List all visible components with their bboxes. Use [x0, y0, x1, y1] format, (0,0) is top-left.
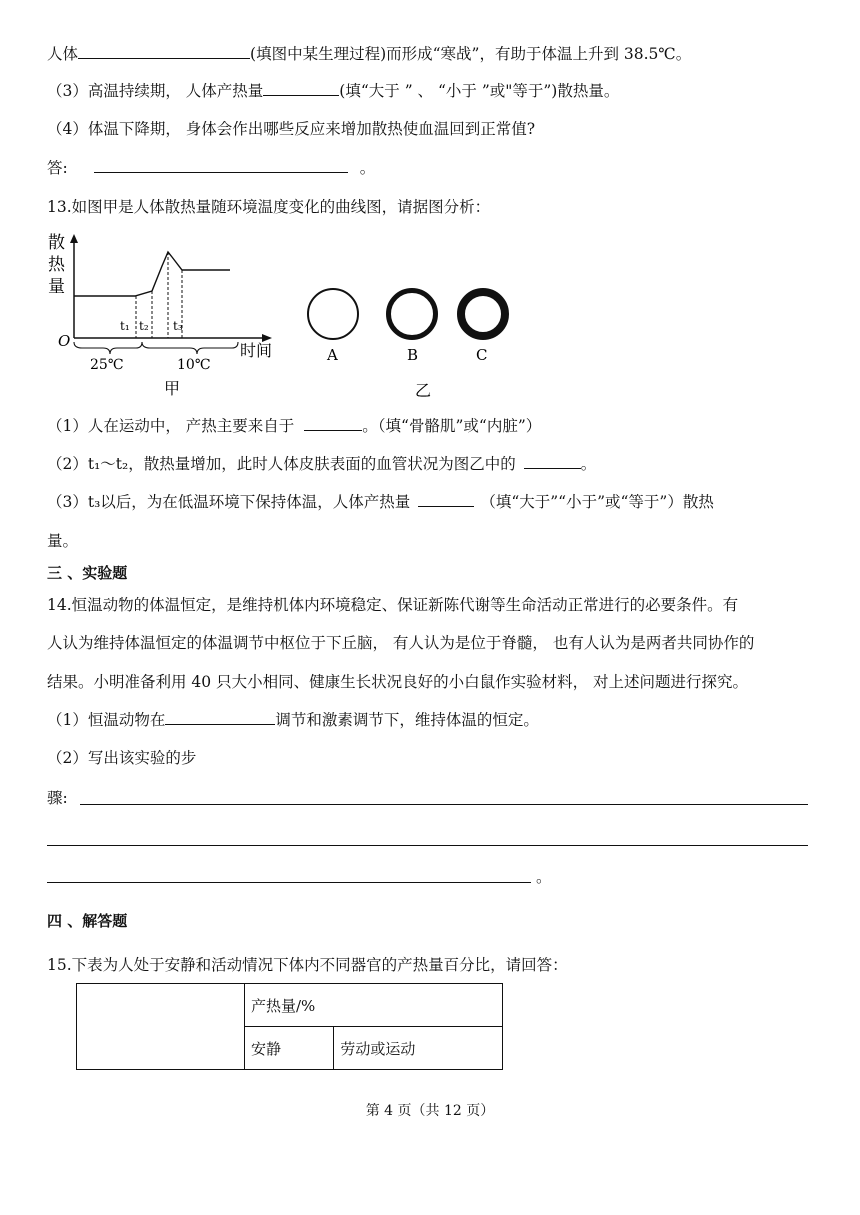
tick-t1: t₁: [120, 319, 130, 333]
heat-loss-curve: [74, 252, 230, 296]
q14-text: 调节和激素调节下，维持体温的恒定。: [275, 711, 539, 729]
q12-line-4: [47, 157, 375, 179]
q14-part-2: （2）写出该实验的步: [47, 749, 197, 767]
answer-label: 答:: [47, 159, 68, 177]
table-header-exercise: 劳动或运动: [334, 1027, 503, 1070]
table-cell-organ-header: [77, 984, 245, 1070]
vessel-b-icon: [389, 291, 436, 338]
tick-t2: t₂: [139, 319, 149, 333]
q12-text: (填“大于 ” 、 “小于 ”或"等于”)散热量。: [339, 82, 620, 100]
q13-figure: [40, 226, 520, 406]
caption-yi: 乙: [415, 381, 432, 400]
table-row: [77, 984, 503, 1027]
q13-text: 。: [580, 455, 597, 473]
vessel-c-label: C: [476, 346, 488, 364]
q14-line-1: 14.恒温动物的体温恒定，是维持机体内环境稳定、保证新陈代谢等生命活动正常进行的必要条件。有: [47, 596, 739, 614]
temp-label-25c: 25℃: [90, 357, 124, 373]
y-label-char: 散: [48, 233, 65, 253]
q13-part-2: [47, 453, 596, 475]
answer-blank[interactable]: [524, 454, 581, 469]
page-footer: 第 4 页（共 12 页）: [365, 1103, 495, 1119]
table-header-rest: 安静: [245, 1027, 334, 1070]
tick-t3: t₃: [173, 319, 183, 333]
origin-label: O: [58, 332, 71, 350]
q12-text: 人体: [47, 45, 79, 63]
answer-blank[interactable]: [418, 492, 474, 507]
vessel-b-label: B: [407, 346, 419, 364]
q14-line-2: 人认为维持体温恒定的体温调节中枢位于下丘脑， 有人认为是位于脊髓， 也有人认为是两者共同协作的: [47, 634, 755, 652]
answer-blank[interactable]: [94, 158, 348, 173]
answer-blank[interactable]: [263, 81, 339, 96]
brace-25c: [74, 342, 142, 354]
q13-text: （填“大于”“小于”或“等于”）散热: [480, 493, 714, 511]
temp-label-10c: 10℃: [177, 357, 211, 373]
q13-part-3: [47, 491, 714, 513]
q14-line-3: 结果。小明准备利用 40 只大小相同、健康生长状况良好的小白鼠作实验材料， 对上述问题进行探究。: [47, 673, 749, 691]
answer-blank[interactable]: [304, 416, 362, 431]
answer-end-mark: 。: [536, 868, 552, 886]
section-heading-experiment: 三 、实验题: [47, 564, 128, 582]
vessel-c-icon: [461, 292, 505, 336]
y-axis-arrow: [70, 234, 78, 243]
brace-10c: [142, 342, 238, 354]
answer-blank[interactable]: [78, 44, 250, 59]
table-header-heat: 产热量/%: [245, 984, 503, 1027]
y-label-char: 热: [48, 255, 65, 275]
section-heading-answer: 四 、解答题: [47, 912, 128, 930]
answer-blank[interactable]: [165, 710, 275, 725]
answer-line[interactable]: [80, 804, 808, 805]
q15-stem: 15.下表为人处于安静和活动情况下体内不同器官的产热量百分比，请回答：: [47, 956, 568, 974]
y-label-char: 量: [48, 277, 65, 297]
q13-part-3-cont: 量。: [47, 532, 79, 550]
x-axis-label: 时间: [240, 341, 273, 360]
q12-line-1: [47, 43, 691, 65]
q13-text: （2）t₁～t₂，散热量增加，此时人体皮肤表面的血管状况为图乙中的: [47, 455, 516, 473]
q12-text: （3）高温持续期， 人体产热量: [47, 82, 264, 100]
q12-line-3: （4）体温下降期， 身体会作出哪些反应来增加散热使血温回到正常值?: [47, 120, 536, 138]
vessel-a-icon: [308, 289, 358, 339]
q13-text: （3）t₃以后，为在低温环境下保持体温，人体产热量: [47, 493, 411, 511]
q13-text: （1）人在运动中， 产热主要来自于: [47, 417, 295, 435]
q13-stem: 13.如图甲是人体散热量随环境温度变化的曲线图，请据图分析：: [47, 198, 491, 216]
q12-text: 。: [359, 159, 376, 177]
q14-part-1: [47, 709, 539, 731]
vessel-a-label: A: [327, 346, 338, 364]
q12-line-2: [47, 80, 619, 102]
q13-part-1: [47, 415, 541, 437]
q13-text: 。（填“骨骼肌”或“内脏”）: [362, 417, 542, 435]
answer-line[interactable]: [47, 882, 531, 883]
q14-part-2-cont: 骤:: [47, 789, 68, 807]
q12-text: (填图中某生理过程)而形成“寒战”，有助于体温上升到 38.5℃。: [250, 45, 692, 63]
heat-production-table: [76, 983, 503, 1070]
caption-jia: 甲: [164, 379, 181, 398]
q14-text: （1）恒温动物在: [47, 711, 166, 729]
answer-line[interactable]: [47, 845, 808, 846]
